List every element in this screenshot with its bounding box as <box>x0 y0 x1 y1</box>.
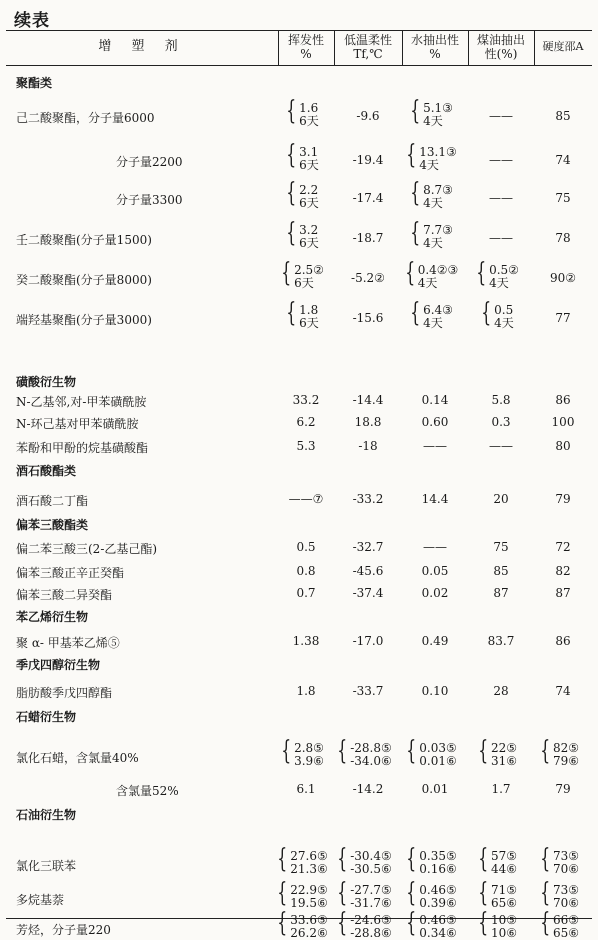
cell-vol <box>277 844 334 876</box>
plasticizer-name: 己二酸聚酯，分子量6000 <box>16 111 155 125</box>
brace-glyph: { <box>406 736 417 766</box>
cell-water <box>402 736 468 768</box>
cell-vol-pair <box>286 178 319 210</box>
cell-water-second: 0.16⑥ <box>419 862 457 876</box>
cell-ker <box>468 844 534 876</box>
cell-water-first: 5.1③ <box>423 101 453 115</box>
category-label: 石油衍生物 <box>16 808 77 822</box>
cell-ker-first: 71⑤ <box>490 883 518 897</box>
header-low-temp-label: 低温柔性 <box>343 33 392 47</box>
cell-low: -37.4 <box>352 586 384 600</box>
cell-low-second: -31.7⑥ <box>350 896 392 910</box>
cell-ker-pair <box>481 298 514 330</box>
cell-vol-pair <box>286 96 319 128</box>
cell-vol-first: 1.8 <box>299 303 319 317</box>
cell-water-pair <box>410 96 453 128</box>
category-label: 酒石酸酯类 <box>16 464 77 478</box>
cell-vol-first: 3.1 <box>299 145 319 159</box>
cell-hard-second: 70⑥ <box>552 896 580 910</box>
brace-glyph: { <box>286 298 297 328</box>
cell-vol-first: 27.6⑤ <box>290 849 328 863</box>
cell-hard-first: 82⑤ <box>552 741 580 755</box>
cell-hard: 74 <box>555 153 571 167</box>
cell-low <box>334 878 402 910</box>
brace-glyph: { <box>286 218 297 248</box>
cell-low <box>334 908 402 940</box>
category-label: 磺酸衍生物 <box>16 375 77 389</box>
plasticizer-name: 癸二酸聚酯(分子量8000) <box>16 273 152 287</box>
plasticizer-name: 端羟基聚酯(分子量3000) <box>16 313 152 327</box>
category-label: 聚酯类 <box>16 76 53 90</box>
cell-water: 0.49 <box>421 634 449 648</box>
cell-ker-pair <box>478 908 518 940</box>
cell-vol-first: 2.8⑤ <box>294 741 324 755</box>
cell-water-first: 0.35⑤ <box>419 849 457 863</box>
cell-ker: 28 <box>493 684 509 698</box>
header-kerosene-unit: 性(%) <box>484 47 518 61</box>
cell-vol-second: 26.2⑥ <box>290 926 328 940</box>
plasticizer-name: 分子量2200 <box>116 155 183 169</box>
cell-low-first: -30.4⑤ <box>350 849 392 863</box>
cell-vol-first: 2.2 <box>299 183 319 197</box>
cell-ker: 20 <box>493 492 509 506</box>
header-low-temp-unit: Tf,℃ <box>353 47 383 61</box>
plasticizer-table <box>6 30 592 940</box>
brace-glyph: { <box>478 844 489 874</box>
cell-vol: 1.38 <box>292 634 320 648</box>
cell-water-pair <box>410 218 453 250</box>
cell-ker-first: 0.5② <box>489 263 519 277</box>
cell-low: -19.4 <box>352 153 384 167</box>
cell-water <box>402 908 468 940</box>
cell-hard: 77 <box>555 311 571 325</box>
header-water-label: 水抽出性 <box>410 33 459 47</box>
cell-vol-first: 3.2 <box>299 223 319 237</box>
cell-water-second: 4天 <box>423 316 443 330</box>
cell-hard: 75 <box>555 191 571 205</box>
cell-vol <box>278 298 334 330</box>
cell-low: -14.4 <box>352 393 384 407</box>
cell-water-first: 0.03⑤ <box>419 741 457 755</box>
brace-glyph: { <box>277 878 288 908</box>
cell-hard-second: 65⑥ <box>552 926 580 940</box>
cell-water <box>402 878 468 910</box>
cell-low-pair <box>337 844 392 876</box>
brace-glyph: { <box>481 298 492 328</box>
brace-glyph: { <box>540 878 551 908</box>
cell-hard: 90② <box>549 271 577 285</box>
page-title: 续表 <box>14 11 50 31</box>
plasticizer-name: 氯化三联苯 <box>16 859 77 873</box>
cell-vol-first: 22.9⑤ <box>290 883 328 897</box>
cell-water-second: 4天 <box>419 158 439 172</box>
cell-hard-second: 79⑥ <box>552 754 580 768</box>
cell-low: -33.7 <box>352 684 384 698</box>
cell-vol <box>277 908 334 940</box>
cell-vol-pair <box>286 218 319 250</box>
plasticizer-name: 酒石酸二丁酯 <box>16 494 89 508</box>
plasticizer-name: 多烷基萘 <box>16 893 65 907</box>
cell-vol: 0.8 <box>296 564 316 578</box>
cell-vol: ——⑦ <box>288 492 324 506</box>
cell-vol-pair <box>277 844 328 876</box>
cell-ker: 85 <box>493 564 509 578</box>
cell-vol: 1.8 <box>296 684 316 698</box>
cell-vol-second: 19.5⑥ <box>290 896 328 910</box>
cell-low-first: -28.8⑤ <box>350 741 392 755</box>
cell-water-pair <box>406 736 457 768</box>
cell-vol-pair <box>281 736 324 768</box>
cell-vol <box>278 258 334 290</box>
cell-water-first: 8.7③ <box>423 183 453 197</box>
cell-ker: 83.7 <box>487 634 515 648</box>
cell-vol-second: 6天 <box>299 114 319 128</box>
cell-water <box>402 218 468 250</box>
cell-water-second: 4天 <box>423 196 443 210</box>
cell-low <box>334 844 402 876</box>
brace-glyph: { <box>410 298 421 328</box>
cell-vol: 0.7 <box>296 586 316 600</box>
cell-low-second: -30.5⑥ <box>350 862 392 876</box>
brace-glyph: { <box>540 736 551 766</box>
plasticizer-name: 偏苯三酸正辛正癸酯 <box>16 566 125 580</box>
cell-vol-second: 6天 <box>299 236 319 250</box>
cell-water: 0.01 <box>421 782 449 796</box>
cell-ker-pair <box>478 878 518 910</box>
cell-vol-pair <box>281 258 324 290</box>
header-kerosene <box>468 30 534 64</box>
cell-hard: 74 <box>555 684 571 698</box>
cell-vol-pair <box>277 878 328 910</box>
cell-vol <box>278 96 334 128</box>
cell-ker-first: 57⑤ <box>490 849 518 863</box>
cell-ker-second: 10⑥ <box>490 926 518 940</box>
cell-water <box>402 844 468 876</box>
brace-glyph: { <box>277 908 288 938</box>
cell-hard-pair <box>540 908 580 940</box>
category-label: 季戊四醇衍生物 <box>16 658 101 672</box>
cell-ker <box>468 878 534 910</box>
cell-water-first: 13.1③ <box>419 145 457 159</box>
cell-vol-first: 2.5② <box>294 263 324 277</box>
cell-hard: 80 <box>555 439 571 453</box>
cell-water-second: 4天 <box>423 236 443 250</box>
plasticizer-name: 分子量3300 <box>116 193 183 207</box>
plasticizer-name: 芳烃，分子量220 <box>16 923 111 937</box>
cell-vol-second: 6天 <box>299 316 319 330</box>
cell-water-first: 6.4③ <box>423 303 453 317</box>
brace-glyph: { <box>478 908 489 938</box>
cell-water-pair <box>406 140 457 172</box>
cell-water <box>402 140 468 172</box>
cell-vol: 6.1 <box>296 782 316 796</box>
cell-water: —— <box>423 540 447 554</box>
cell-low: -32.7 <box>352 540 384 554</box>
cell-hard <box>534 878 592 910</box>
cell-low: -5.2② <box>351 271 385 285</box>
cell-water-pair <box>404 258 459 290</box>
cell-water-first: 0.4②③ <box>417 263 459 277</box>
plasticizer-name: 苯酚和甲酚的烷基磺酸酯 <box>16 441 149 455</box>
cell-low: -33.2 <box>352 492 384 506</box>
cell-hard-pair <box>540 736 580 768</box>
cell-ker-second: 4天 <box>489 276 509 290</box>
cell-ker-pair <box>476 258 519 290</box>
plasticizer-name: 氯化石蜡，含氯量40% <box>16 751 139 765</box>
cell-hard: 72 <box>555 540 571 554</box>
cell-water-pair <box>406 908 457 940</box>
brace-glyph: { <box>281 258 292 288</box>
cell-vol-first: 1.6 <box>299 101 319 115</box>
cell-hard-first: 73⑤ <box>552 883 580 897</box>
cell-hard: 82 <box>555 564 571 578</box>
cell-ker-first: 0.5 <box>494 303 514 317</box>
cell-vol-first: 33.6⑤ <box>290 913 328 927</box>
cell-water <box>402 96 468 128</box>
plasticizer-name: 偏二苯三酸三(2-乙基己酯) <box>16 542 158 556</box>
cell-water-first: 7.7③ <box>423 223 453 237</box>
cell-low: -17.4 <box>352 191 384 205</box>
category-label: 苯乙烯衍生物 <box>16 610 89 624</box>
cell-hard-pair <box>540 878 580 910</box>
cell-ker-second: 44⑥ <box>490 862 518 876</box>
brace-glyph: { <box>410 218 421 248</box>
cell-low-second: -34.0⑥ <box>350 754 392 768</box>
cell-vol <box>277 878 334 910</box>
cell-water-pair <box>406 844 457 876</box>
cell-water: 0.14 <box>421 393 449 407</box>
cell-hard <box>534 844 592 876</box>
cell-vol-pair <box>286 298 319 330</box>
header-volatility <box>278 30 334 64</box>
cell-vol <box>278 218 334 250</box>
cell-ker: 5.8 <box>491 393 511 407</box>
cell-water: —— <box>423 439 447 453</box>
plasticizer-name: 脂肪酸季戊四醇酯 <box>16 686 113 700</box>
cell-low: -45.6 <box>352 564 384 578</box>
cell-ker: 75 <box>493 540 509 554</box>
cell-hard: 100 <box>551 415 575 429</box>
cell-vol: 5.3 <box>296 439 316 453</box>
cell-water: 0.02 <box>421 586 449 600</box>
cell-vol <box>278 178 334 210</box>
cell-hard-pair <box>540 844 580 876</box>
cell-ker: —— <box>489 109 513 123</box>
cell-low-first: -27.7⑤ <box>350 883 392 897</box>
cell-low-first: -24.6⑤ <box>350 913 392 927</box>
brace-glyph: { <box>337 844 348 874</box>
cell-vol: 0.5 <box>296 540 316 554</box>
cell-water-second: 0.01⑥ <box>419 754 457 768</box>
category-label: 石蜡衍生物 <box>16 710 77 724</box>
plasticizer-name: N-环己基对甲苯磺酰胺 <box>16 417 139 431</box>
cell-vol-pair <box>286 140 319 172</box>
cell-vol <box>278 736 334 768</box>
cell-ker-pair <box>478 844 518 876</box>
cell-ker-second: 4天 <box>494 316 514 330</box>
brace-glyph: { <box>478 736 489 766</box>
cell-ker <box>468 736 534 768</box>
cell-hard-second: 70⑥ <box>552 862 580 876</box>
cell-water-second: 4天 <box>423 114 443 128</box>
brace-glyph: { <box>286 96 297 126</box>
plasticizer-name: 壬二酸聚酯(分子量1500) <box>16 233 152 247</box>
cell-vol <box>278 140 334 172</box>
cell-low: -18.7 <box>352 231 384 245</box>
cell-water-second: 0.39⑥ <box>419 896 457 910</box>
cell-water-pair <box>406 878 457 910</box>
cell-ker <box>468 258 534 290</box>
cell-vol-second: 3.9⑥ <box>294 754 324 768</box>
cell-water-pair <box>410 178 453 210</box>
cell-water: 0.05 <box>421 564 449 578</box>
cell-ker-second: 65⑥ <box>490 896 518 910</box>
header-bottom-rule <box>6 65 592 66</box>
cell-ker: —— <box>489 439 513 453</box>
plasticizer-name: 含氯量52% <box>116 784 179 798</box>
cell-ker: —— <box>489 231 513 245</box>
cell-water-second: 0.34⑥ <box>419 926 457 940</box>
cell-low: -9.6 <box>356 109 380 123</box>
brace-glyph: { <box>337 908 348 938</box>
cell-hard: 78 <box>555 231 571 245</box>
brace-glyph: { <box>410 178 421 208</box>
header-volatility-label: 挥发性 <box>287 33 324 47</box>
cell-hard: 79 <box>555 782 571 796</box>
cell-water <box>402 178 468 210</box>
cell-low-pair <box>337 878 392 910</box>
cell-vol-second: 21.3⑥ <box>290 862 328 876</box>
cell-ker-pair <box>478 736 518 768</box>
brace-glyph: { <box>337 878 348 908</box>
brace-glyph: { <box>286 178 297 208</box>
cell-water <box>402 258 468 290</box>
cell-low-second: -28.8⑥ <box>350 926 392 940</box>
cell-hard: 86 <box>555 634 571 648</box>
cell-water: 0.10 <box>421 684 449 698</box>
cell-ker <box>468 298 534 330</box>
brace-glyph: { <box>337 736 348 766</box>
brace-glyph: { <box>281 736 292 766</box>
cell-water-first: 0.46⑤ <box>419 913 457 927</box>
brace-glyph: { <box>540 844 551 874</box>
cell-vol-second: 6天 <box>294 276 314 290</box>
plasticizer-name: 偏苯三酸二异癸酯 <box>16 588 113 602</box>
cell-vol-second: 6天 <box>299 158 319 172</box>
header-water-unit: % <box>429 47 441 61</box>
brace-glyph: { <box>478 878 489 908</box>
brace-glyph: { <box>410 96 421 126</box>
cell-hard <box>534 736 592 768</box>
cell-low <box>334 736 402 768</box>
cell-ker: 87 <box>493 586 509 600</box>
header-kerosene-label: 煤油抽出 <box>476 33 525 47</box>
cell-vol-pair <box>277 908 328 940</box>
brace-glyph: { <box>476 258 487 288</box>
brace-glyph: { <box>406 908 417 938</box>
cell-hard <box>534 908 592 940</box>
cell-hard-first: 66⑤ <box>552 913 580 927</box>
cell-low: -15.6 <box>352 311 384 325</box>
cell-ker: —— <box>489 191 513 205</box>
cell-water-pair <box>410 298 453 330</box>
cell-low-pair <box>337 736 392 768</box>
cell-water-first: 0.46⑤ <box>419 883 457 897</box>
cell-water: 14.4 <box>421 492 449 506</box>
cell-ker: 1.7 <box>491 782 511 796</box>
brace-glyph: { <box>406 140 417 170</box>
cell-vol: 33.2 <box>292 393 320 407</box>
cell-hard: 86 <box>555 393 571 407</box>
header-water <box>402 30 468 64</box>
cell-vol: 6.2 <box>296 415 316 429</box>
cell-low: -18 <box>358 439 378 453</box>
brace-glyph: { <box>406 844 417 874</box>
brace-glyph: { <box>540 908 551 938</box>
cell-ker-first: 10⑤ <box>490 913 518 927</box>
plasticizer-name: N-乙基邻,对-甲苯磺酰胺 <box>16 395 147 409</box>
cell-water-second: 4天 <box>417 276 438 290</box>
cell-ker: 0.3 <box>491 415 511 429</box>
cell-ker-second: 31⑥ <box>490 754 518 768</box>
header-hardness: 硬度邵A <box>542 40 584 53</box>
cell-ker <box>468 908 534 940</box>
brace-glyph: { <box>277 844 288 874</box>
plasticizer-name: 聚 α- 甲基苯乙烯⑤ <box>16 636 120 650</box>
cell-hard: 87 <box>555 586 571 600</box>
cell-ker: —— <box>489 153 513 167</box>
brace-glyph: { <box>406 878 417 908</box>
header-volatility-unit: % <box>300 47 312 61</box>
header-plasticizer: 增 塑 剂 <box>98 39 186 54</box>
brace-glyph: { <box>404 258 415 288</box>
brace-glyph: { <box>286 140 297 170</box>
cell-low-pair <box>337 908 392 940</box>
cell-vol-second: 6天 <box>299 196 319 210</box>
cell-water: 0.60 <box>421 415 449 429</box>
cell-hard-first: 73⑤ <box>552 849 580 863</box>
cell-low: -17.0 <box>352 634 384 648</box>
cell-low: 18.8 <box>354 415 382 429</box>
cell-hard: 85 <box>555 109 571 123</box>
cell-ker-first: 22⑤ <box>490 741 518 755</box>
category-label: 偏苯三酸酯类 <box>16 518 89 532</box>
cell-water <box>402 298 468 330</box>
cell-hard: 79 <box>555 492 571 506</box>
cell-low: -14.2 <box>352 782 384 796</box>
header-low-temp <box>334 30 402 64</box>
